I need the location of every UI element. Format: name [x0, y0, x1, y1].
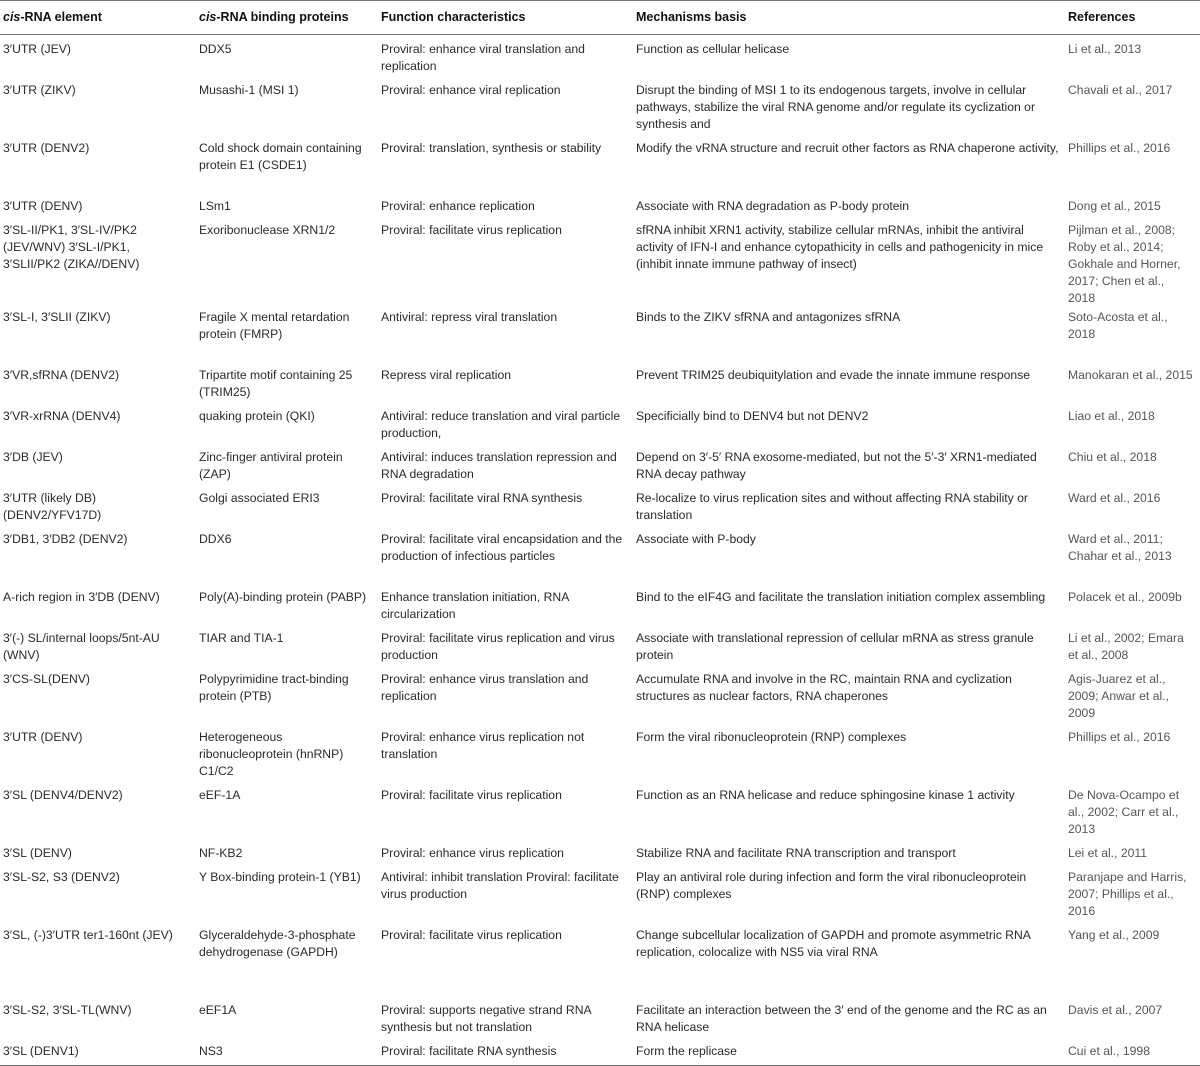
cell-protein: LSm1: [199, 199, 231, 213]
cell-protein: Exoribonuclease XRN1/2: [199, 223, 336, 237]
cell-protein: Y Box-binding protein-1 (YB1): [199, 870, 361, 884]
cell-element: 3′SL-S2, S3 (DENV2): [3, 870, 120, 884]
cell-function: Antiviral: reduce translation and viral particle production,: [381, 409, 621, 440]
cell-element: 3′(-) SL/internal loops/5nt-AU (WNV): [3, 631, 160, 662]
cell-function: Proviral: enhance viral replication: [381, 83, 561, 97]
cell-reference: Agis-Juarez et al., 2009; Anwar et al., 2009: [1068, 672, 1169, 720]
table-body: [0, 35, 1200, 1066]
cell-function: Proviral: facilitate virus replication: [381, 928, 562, 942]
cell-mechanism: Form the replicase: [633, 1041, 1065, 1066]
cell-protein: Glyceraldehyde-3-phosphate dehydrogenase (GAPDH): [199, 928, 356, 959]
cell-protein: Cold shock domain containing protein E1 (CSDE1): [199, 141, 362, 172]
cell-function: Proviral: facilitate viral encapsidation and the production of infectious particles: [381, 532, 623, 563]
cell-protein: TIAR and TIA-1: [199, 631, 284, 645]
cell-protein: Polypyrimidine tract-binding protein (PTB): [199, 672, 349, 703]
cell-element: 3′DB (JEV): [3, 450, 63, 464]
cell-protein: Golgi associated ERI3: [199, 491, 320, 505]
cell-protein: NF-KB2: [199, 846, 243, 860]
cell-reference: Yang et al., 2009: [1068, 928, 1160, 942]
cell-function: Proviral: facilitate viral RNA synthesis: [381, 491, 583, 505]
cell-mechanism: Bind to the eIF4G and facilitate the translation initiation complex assembling: [636, 590, 1046, 604]
cell-function: Proviral: facilitate virus replication: [381, 788, 562, 802]
header-col2-italic: cis: [199, 10, 217, 24]
cell-mechanism: Associate with translational repression of cellular mRNA as stress granule protein: [636, 631, 1034, 662]
cell-mechanism: Function as cellular helicase: [636, 42, 790, 56]
table-row: [0, 196, 1200, 220]
cell-mechanism: Change subcellular localization of GAPDH and promote asymmetric RNA replication, colocalize with NS5 via viral RNA: [636, 928, 1031, 959]
table-row: [0, 843, 1200, 867]
cell-mechanism: Prevent TRIM25 deubiquitylation and evade the innate immune response: [636, 368, 1031, 382]
cell-protein: Zinc-finger antiviral protein (ZAP): [199, 450, 343, 481]
cell-function: Proviral: enhance replication: [381, 199, 535, 213]
cell-element: 3′UTR (JEV): [3, 42, 71, 56]
cell-reference: Davis et al., 2007: [1068, 1003, 1163, 1017]
header-references: References: [1065, 1, 1200, 35]
table-row: [0, 628, 1200, 669]
cell-reference: Liao et al., 2018: [1068, 409, 1155, 423]
cell-reference: Lei et al., 2011: [1068, 846, 1148, 860]
table-row: [0, 1041, 1200, 1066]
cell-element: 3′SL (DENV4/DENV2): [3, 788, 123, 802]
table-row: [0, 406, 1200, 447]
cell-element: 3′SL (DENV1): [0, 1041, 196, 1066]
table-row: [0, 488, 1200, 529]
table-row: [0, 785, 1200, 843]
table-row: [0, 727, 1200, 785]
header-col2-rest: -RNA binding proteins: [216, 10, 349, 24]
cell-element: A-rich region in 3′DB (DENV): [3, 590, 160, 604]
cell-reference: Chiu et al., 2018: [1068, 450, 1157, 464]
cell-mechanism: Form the viral ribonucleoprotein (RNP) complexes: [636, 730, 907, 744]
cell-function: Enhance translation initiation, RNA circularization: [381, 590, 569, 621]
cell-reference: Polacek et al., 2009b: [1068, 590, 1182, 604]
cell-element: 3′VR,sfRNA (DENV2): [3, 368, 120, 382]
cell-protein: Tripartite motif containing 25 (TRIM25): [199, 368, 353, 399]
cell-mechanism: Function as an RNA helicase and reduce sphingosine kinase 1 activity: [636, 788, 1015, 802]
table-row: [0, 867, 1200, 925]
cell-reference: Soto-Acosta et al., 2018: [1068, 310, 1168, 341]
cell-reference: Ward et al., 2016: [1068, 491, 1161, 505]
cell-mechanism: Associate with RNA degradation as P-body protein: [636, 199, 910, 213]
cell-element: 3′SL-I, 3′SLII (ZIKV): [3, 310, 111, 324]
cell-protein: eEF-1A: [199, 788, 241, 802]
table-row: [0, 587, 1200, 628]
cell-element: 3′CS-SL(DENV): [3, 672, 90, 686]
table-row: [0, 925, 1200, 1000]
cell-mechanism: Stabilize RNA and facilitate RNA transcription and transport: [636, 846, 956, 860]
cell-element: 3′VR-xrRNA (DENV4): [3, 409, 121, 423]
cell-mechanism: Specificially bind to DENV4 but not DENV2: [636, 409, 869, 423]
cell-element: 3′SL (DENV): [3, 846, 72, 860]
cell-function: Proviral: facilitate virus replication: [381, 223, 562, 237]
cell-mechanism: Disrupt the binding of MSI 1 to its endogenous targets, involve in cellular pathways, stabilize the viral RNA genome and/or regulate its cyclization or synthesis and: [636, 83, 1035, 131]
cell-element: 3′DB1, 3′DB2 (DENV2): [3, 532, 128, 546]
cell-element: 3′UTR (DENV2): [3, 141, 90, 155]
cell-reference: De Nova-Ocampo et al., 2002; Carr et al., 2013: [1068, 788, 1180, 836]
cell-reference: Li et al., 2002; Emara et al., 2008: [1068, 631, 1184, 662]
cell-element: 3′UTR (likely DB) (DENV2/YFV17D): [3, 491, 102, 522]
cell-mechanism: Associate with P-body: [636, 532, 756, 546]
cell-function: Proviral: facilitate virus replication and virus production: [381, 631, 615, 662]
header-row: [0, 1, 1200, 35]
table-row: [0, 669, 1200, 727]
cell-reference: Phillips et al., 2016: [1068, 141, 1171, 155]
cell-element: 3′SL-S2, 3′SL-TL(WNV): [3, 1003, 132, 1017]
table-row: [0, 307, 1200, 365]
table-row: [0, 80, 1200, 138]
cell-protein: eEF1A: [199, 1003, 237, 1017]
cell-element: 3′UTR (ZIKV): [3, 83, 76, 97]
cell-mechanism: Play an antiviral role during infection and form the viral ribonucleoprotein (RNP) complexes: [636, 870, 1027, 901]
cell-reference: Paranjape and Harris, 2007; Phillips et al., 2016: [1068, 870, 1187, 918]
header-mechanism: Mechanisms basis: [633, 1, 1065, 35]
table-row: [0, 138, 1200, 196]
table-row: [0, 35, 1200, 81]
cell-mechanism: Re-localize to virus replication sites and without affecting RNA stability or translation: [636, 491, 1028, 522]
header-function: Function characteristics: [378, 1, 633, 35]
cell-function: Antiviral: inhibit translation Proviral: facilitate virus production: [381, 870, 619, 901]
cell-protein: quaking protein (QKI): [199, 409, 315, 423]
cell-function: Antiviral: repress viral translation: [381, 310, 558, 324]
cell-function: Proviral: enhance virus replication: [381, 846, 564, 860]
cell-function: Proviral: supports negative strand RNA synthesis but not translation: [381, 1003, 591, 1034]
table-header: [0, 1, 1200, 35]
cell-mechanism: Binds to the ZIKV sfRNA and antagonizes sfRNA: [636, 310, 901, 324]
cell-function: Proviral: enhance viral translation and replication: [381, 42, 585, 73]
cell-function: Proviral: enhance virus replication not translation: [381, 730, 585, 761]
table-row: [0, 365, 1200, 406]
table-row: [0, 220, 1200, 307]
cell-protein: Poly(A)-binding protein (PABP): [199, 590, 367, 604]
cell-protein: Heterogeneous ribonucleoprotein (hnRNP) C1/C2: [199, 730, 344, 778]
cell-mechanism: Accumulate RNA and involve in the RC, maintain RNA and cyclization structures as nuclear factors, RNA chaperones: [636, 672, 1012, 703]
cell-element: 3′SL, (-)3′UTR ter1-160nt (JEV): [3, 928, 173, 942]
cell-element: 3′SL-II/PK1, 3′SL-IV/PK2 (JEV/WNV) 3′SL-I/PK1, 3′SLII/PK2 (ZIKA//DENV): [3, 223, 140, 271]
cell-protein: DDX6: [199, 532, 232, 546]
cell-mechanism: sfRNA inhibit XRN1 activity, stabilize cellular mRNAs, inhibit the antiviral activity of IFN-I and enhance cytopathicity in cells and pathogenicity in mice (inhibit innate immune pathway of insect): [636, 223, 1044, 271]
cell-reference: Dong et al., 2015: [1068, 199, 1161, 213]
cell-function: Proviral: enhance virus translation and replication: [381, 672, 589, 703]
cell-reference: Cui et al., 1998: [1065, 1041, 1200, 1066]
cell-mechanism: Modify the vRNA structure and recruit other factors as RNA chaperone activity,: [636, 141, 1059, 155]
cell-protein: Musashi-1 (MSI 1): [199, 83, 299, 97]
header-binding-proteins: [196, 1, 378, 35]
cell-function: Proviral: translation, synthesis or stability: [381, 141, 602, 155]
cell-reference: Chavali et al., 2017: [1068, 83, 1173, 97]
cell-mechanism: Depend on 3′-5′ RNA exosome-mediated, but not the 5′-3′ XRN1-mediated RNA decay pathway: [636, 450, 1037, 481]
table-row: [0, 1000, 1200, 1041]
cell-element: 3′UTR (DENV): [3, 730, 83, 744]
cell-function: Antiviral: induces translation repression and RNA degradation: [381, 450, 617, 481]
cell-protein: DDX5: [199, 42, 232, 56]
header-col1-rest: -RNA element: [20, 10, 102, 24]
cell-reference: Li et al., 2013: [1068, 42, 1142, 56]
cell-element: 3′UTR (DENV): [3, 199, 83, 213]
cell-function: Repress viral replication: [381, 368, 512, 382]
cell-protein: NS3: [196, 1041, 378, 1066]
cell-mechanism: Facilitate an interaction between the 3′ end of the genome and the RC as an RNA helicase: [636, 1003, 1047, 1034]
table-row: [0, 447, 1200, 488]
cell-function: Proviral: facilitate RNA synthesis: [378, 1041, 633, 1066]
cell-reference: Pijlman et al., 2008; Roby et al., 2014; Gokhale and Horner, 2017; Chen et al., 2018: [1068, 223, 1181, 305]
table-row: [0, 529, 1200, 587]
header-col1-italic: cis: [3, 10, 21, 24]
cell-reference: Ward et al., 2011; Chahar et al., 2013: [1068, 532, 1172, 563]
header-cis-rna-element: [0, 1, 196, 35]
cell-reference: Phillips et al., 2016: [1068, 730, 1171, 744]
cell-reference: Manokaran et al., 2015: [1068, 368, 1193, 382]
cell-protein: Fragile X mental retardation protein (FMRP): [199, 310, 350, 341]
